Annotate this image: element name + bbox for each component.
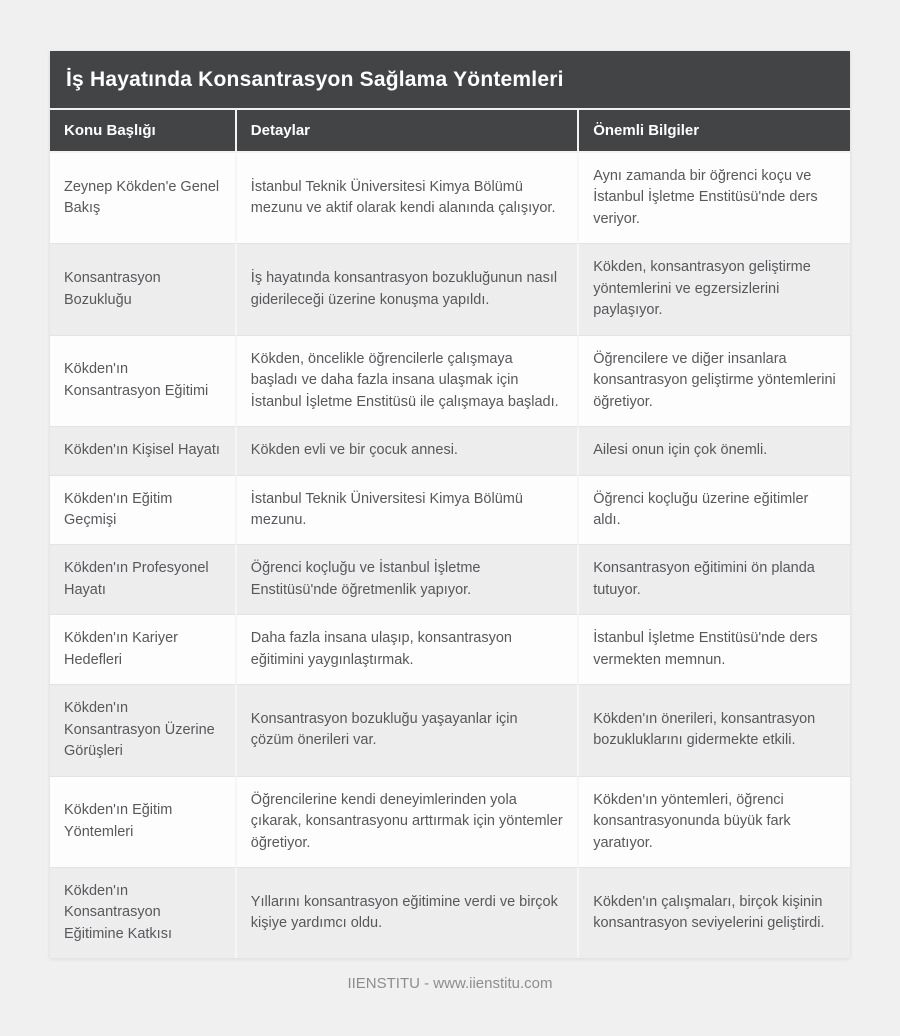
table-row [50,153,850,243]
table-header [50,110,850,153]
table-title: İş Hayatında Konsantrasyon Sağlama Yöntemleri [50,51,850,108]
info-cell: Kökden'ın çalışmaları, birçok kişinin konsantrasyon seviyelerini geliştirdi. [577,867,850,958]
table-row [50,776,850,867]
details-cell: İstanbul Teknik Üniversitesi Kimya Bölümü mezunu ve aktif olarak kendi alanında çalışıyor. [235,153,577,243]
topic-cell: Kökden'ın Eğitim Yöntemleri [50,776,235,867]
column-header-topic: Konu Başlığı [50,110,235,153]
details-cell: Öğrenci koçluğu ve İstanbul İşletme Enstitüsü'nde öğretmenlik yapıyor. [235,544,577,614]
details-cell: Daha fazla insana ulaşıp, konsantrasyon eğitimini yaygınlaştırmak. [235,614,577,684]
topic-cell: Konsantrasyon Bozukluğu [50,243,235,334]
column-header-info: Önemli Bilgiler [577,110,850,153]
details-cell: Kökden evli ve bir çocuk annesi. [235,426,577,474]
topic-cell: Kökden'ın Konsantrasyon Eğitimine Katkısı [50,867,235,958]
table-row [50,544,850,614]
table-row [50,475,850,545]
concentration-table [50,110,850,958]
details-cell: İş hayatında konsantrasyon bozukluğunun nasıl giderileceği üzerine konuşma yapıldı. [235,243,577,334]
header-row [50,110,850,153]
table-row [50,243,850,334]
info-cell: Kökden, konsantrasyon geliştirme yöntemlerini ve egzersizlerini paylaşıyor. [577,243,850,334]
table-row [50,335,850,426]
topic-cell: Zeynep Kökden'e Genel Bakış [64,178,220,217]
details-cell: Kökden, öncelikle öğrencilerle çalışmaya başladı ve daha fazla insana ulaşmak için İstanbul İşletme Enstitüsü ile çalışmaya başladı. [235,335,577,426]
concentration-table-card [50,51,850,958]
info-cell: Konsantrasyon eğitimini ön planda tutuyor. [577,544,850,614]
details-cell: Konsantrasyon bozukluğu yaşayanlar için çözüm önerileri var. [235,684,577,775]
table-row [50,684,850,775]
details-cell: İstanbul Teknik Üniversitesi Kimya Bölümü mezunu. [235,475,577,545]
info-cell: İstanbul İşletme Enstitüsü'nde ders vermekten memnun. [577,614,850,684]
info-cell: Öğrencilere ve diğer insanlara konsantrasyon geliştirme yöntemlerini öğretiyor. [577,335,850,426]
topic-cell: Kökden'ın Eğitim Geçmişi [50,475,235,545]
info-cell: Kökden'ın önerileri, konsantrasyon bozukluklarını gidermekte etkili. [577,684,850,775]
topic-cell: Kökden'ın Kariyer Hedefleri [50,614,235,684]
table-row [50,426,850,474]
info-cell: Kökden'ın yöntemleri, öğrenci konsantrasyonunda büyük fark yaratıyor. [577,776,850,867]
column-header-details: Detaylar [235,110,577,153]
footer-credit: IIENSTITU - www.iienstitu.com [347,975,553,993]
info-cell: Aynı zamanda bir öğrenci koçu ve İstanbul İşletme Enstitüsü'nde ders veriyor. [577,153,850,243]
info-cell: Ailesi onun için çok önemli. [577,426,850,474]
table-row [50,867,850,958]
table-row [50,614,850,684]
details-cell: Öğrencilerine kendi deneyimlerinden yola çıkarak, konsantrasyonu arttırmak için yöntemler öğretiyor. [235,776,577,867]
table-body [50,153,850,958]
topic-cell: Kökden'ın Konsantrasyon Eğitimi [50,335,235,426]
topic-cell: Kökden'ın Profesyonel Hayatı [50,544,235,614]
topic-cell: Kökden'ın Kişisel Hayatı [50,426,235,474]
details-cell: Yıllarını konsantrasyon eğitimine verdi ve birçok kişiye yardımcı oldu. [235,867,577,958]
info-cell: Öğrenci koçluğu üzerine eğitimler aldı. [577,475,850,545]
topic-cell: Kökden'ın Konsantrasyon Üzerine Görüşleri [50,684,235,775]
